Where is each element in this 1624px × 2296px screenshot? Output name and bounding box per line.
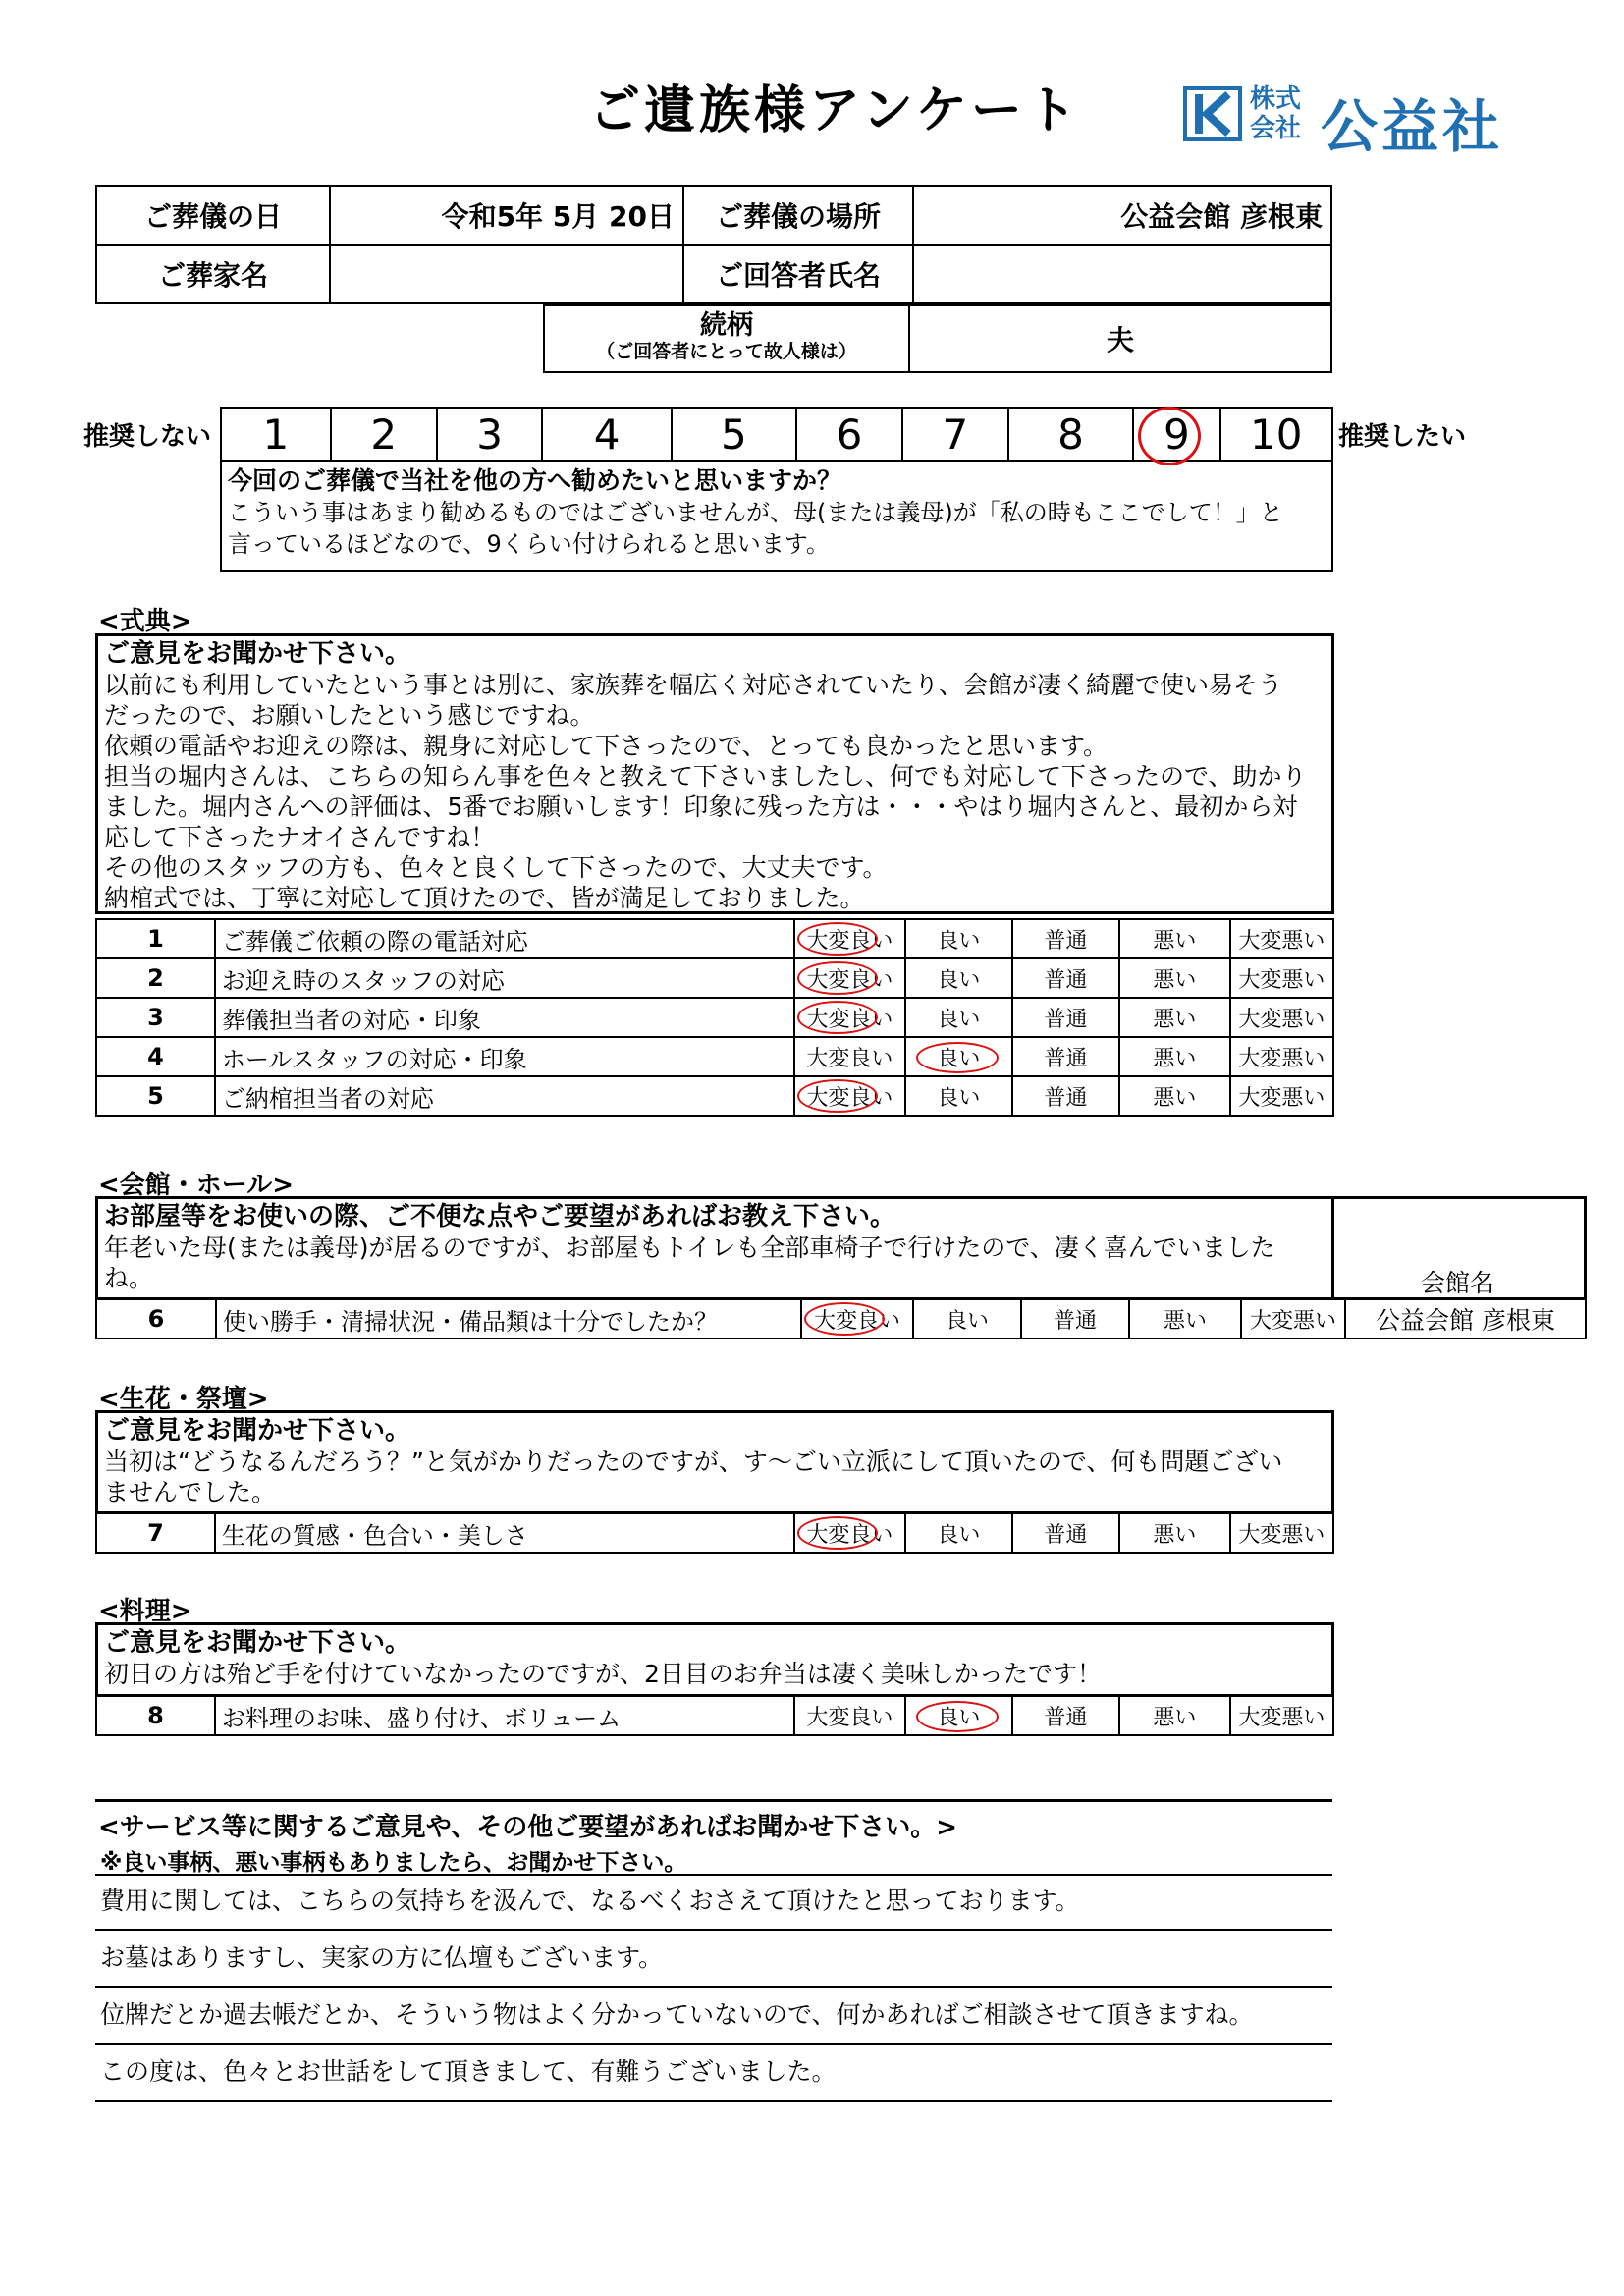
food-prompt: ご意見をお聞かせ下さい。 (104, 1628, 411, 1658)
rating-option-label: 良い (937, 967, 981, 993)
rating-option[interactable] (1012, 958, 1119, 998)
rating-option-label: 大変良い (806, 967, 893, 993)
scale-cell-6[interactable] (796, 408, 902, 461)
rating-option-label: 悪い (1153, 1007, 1197, 1032)
scale-cell-10[interactable] (1220, 408, 1332, 461)
rating-option-label: 普通 (1044, 1046, 1088, 1071)
rating-option[interactable] (905, 958, 1012, 998)
rating-option[interactable] (1119, 958, 1230, 998)
respondent-label: ご回答者氏名 (683, 245, 913, 303)
rating-option-label: 大変良い (806, 1046, 893, 1071)
scale-cell-1[interactable] (221, 408, 331, 461)
recommend-low-label: 推奨しない (83, 422, 212, 452)
rating-option-label: 良い (937, 1705, 981, 1730)
rating-row (96, 1299, 1586, 1339)
rating-option[interactable] (905, 1513, 1012, 1553)
food-rating-table (95, 1695, 1334, 1736)
rating-option[interactable] (794, 958, 905, 998)
rating-option-label: 大変悪い (1238, 928, 1326, 954)
hall-comment-box (95, 1196, 1334, 1300)
rating-option[interactable] (1119, 1513, 1230, 1553)
scale-number: 10 (1250, 410, 1303, 459)
service-comment-line: 費用に関しては、こちらの気持ちを汲んで、なるべくおさえて頂けたと思っております。 (100, 1886, 1080, 1915)
family-label: ご葬家名 (96, 245, 330, 303)
rating-number: 1 (96, 919, 215, 958)
rating-option-label: 大変悪い (1238, 1705, 1326, 1730)
ceremony-comment-line: 応して下さったナオイさんですね！ (104, 823, 496, 851)
scale-number: 5 (721, 410, 747, 459)
selected-circle-mark (797, 1079, 878, 1113)
rating-option[interactable] (1119, 919, 1230, 958)
place-value: 公益会館 彦根東 (913, 186, 1331, 245)
ceremony-rating-table (95, 918, 1334, 1117)
service-rule (95, 1874, 1332, 1876)
service-subtitle: ※良い事柄、悪い事柄もありましたら、お聞かせ下さい。 (100, 1850, 687, 1876)
flowers-comment-line: 当初は“どうなるんだろう？”と気がかりだったのですが、す～ごい立派にして頂いたので、何も問題ござい (104, 1448, 1283, 1476)
rating-option-label: 大変悪い (1238, 1046, 1326, 1071)
rating-item-label: ホールスタッフの対応・印象 (215, 1037, 794, 1076)
rating-item-label: お迎え時のスタッフの対応 (215, 958, 794, 998)
rating-option[interactable] (905, 1076, 1012, 1116)
scale-number: 9 (1163, 410, 1190, 459)
rating-option[interactable] (1119, 1076, 1230, 1116)
header-table (95, 185, 1332, 304)
rating-row (96, 1037, 1333, 1076)
company-logo (1183, 79, 1546, 160)
recommend-high-label: 推奨したい (1338, 422, 1467, 452)
rating-option-label: 悪い (1153, 1522, 1197, 1548)
scale-number: 2 (370, 410, 398, 459)
rating-option-label: 悪い (1153, 928, 1197, 954)
flowers-comment-box (95, 1410, 1334, 1514)
ceremony-comment-line: だったので、お願いしたという感じですね。 (104, 701, 595, 730)
rating-number: 8 (96, 1696, 215, 1735)
hall-name-box (1331, 1196, 1587, 1300)
family-value (330, 245, 683, 303)
rating-option-label: 良い (937, 1007, 981, 1032)
scale-number: 8 (1057, 410, 1084, 459)
rating-option[interactable] (1012, 919, 1119, 958)
rating-option-label: 悪い (1163, 1308, 1207, 1334)
hall-name-value: 公益会館 彦根東 (1345, 1299, 1586, 1339)
rating-option[interactable] (1241, 1299, 1345, 1339)
service-top-rule (95, 1799, 1332, 1802)
rating-row (96, 998, 1333, 1037)
rating-option[interactable] (1119, 1037, 1230, 1076)
recommend-question-cell (221, 461, 1332, 571)
rating-row (96, 1076, 1333, 1116)
rating-option[interactable] (913, 1299, 1021, 1339)
ceremony-title: <式典> (98, 607, 192, 636)
rating-option-label: 大変良い (806, 1705, 893, 1730)
recommend-answer-1: こういう事はあまり勧めるものではございませんが、母(または義母)が「私の時もここでして！」と (228, 499, 1283, 526)
rating-item-label: ご納棺担当者の対応 (215, 1076, 794, 1116)
ceremony-comment-line: 以前にも利用していたという事とは別に、家族葬を幅広く対応されていたり、会館が凄く綺麗で使い易そう (104, 671, 1283, 699)
recommend-question: 今回のご葬儀で当社を他の方へ勧めたいと思いますか？ (228, 466, 842, 495)
logo-small-bottom: 会社 (1250, 114, 1302, 143)
rating-option-label: 普通 (1044, 928, 1088, 954)
ceremony-comment (104, 670, 1326, 913)
service-comment-line: 位牌だとか過去帳だとか、そういう物はよく分かっていないので、何かあればご相談させて頂きますね。 (100, 2000, 1254, 2029)
hall-comment-line: 年老いた母(または義母)が居るのですが、お部屋もトイレも全部車椅子で行けたので、凄く喜んでいました (104, 1233, 1275, 1262)
rating-option[interactable] (1012, 1037, 1119, 1076)
scale-number: 7 (942, 410, 969, 459)
rating-option-label: 普通 (1044, 1705, 1088, 1730)
flowers-comment-line: ませんでした。 (104, 1478, 277, 1506)
rating-option[interactable] (794, 919, 905, 958)
company-logo-icon (1183, 84, 1242, 143)
rating-option-label: 良い (945, 1308, 989, 1334)
scale-number: 6 (836, 410, 863, 459)
rating-number: 3 (96, 998, 215, 1037)
rating-item-label: お料理のお味、盛り付け、ボリューム (215, 1696, 794, 1735)
scale-cell-3[interactable] (437, 408, 543, 461)
scale-cell-2[interactable] (331, 408, 437, 461)
rating-option-label: 大変良い (806, 1522, 893, 1548)
rating-option[interactable] (1119, 1696, 1230, 1735)
rating-option-label: 良い (937, 1085, 981, 1111)
rating-option[interactable] (1012, 998, 1119, 1037)
scale-cell-4[interactable] (542, 408, 671, 461)
rating-option[interactable] (794, 1076, 905, 1116)
scale-cell-8[interactable] (1008, 408, 1133, 461)
selected-circle-mark (916, 1701, 999, 1732)
rating-option[interactable] (794, 1696, 905, 1735)
rating-row (96, 958, 1333, 998)
rating-item-label: ご葬儀ご依頼の際の電話対応 (215, 919, 794, 958)
scale-cell-9[interactable] (1133, 408, 1219, 461)
rating-option-label: 悪い (1153, 967, 1197, 993)
rating-option-label: 普通 (1044, 967, 1088, 993)
rating-option[interactable] (1230, 1513, 1333, 1553)
logo-name: 公益社 (1321, 93, 1504, 160)
rating-option[interactable] (1230, 919, 1333, 958)
selected-circle-mark (797, 922, 878, 956)
rating-option[interactable] (1119, 998, 1230, 1037)
logo-small-top: 株式 (1250, 84, 1302, 114)
page-title: ご遺族様アンケート (589, 82, 1081, 140)
hall-rating-table (95, 1298, 1587, 1339)
rating-option-label: 悪い (1153, 1705, 1197, 1730)
selected-circle-mark (916, 1042, 999, 1073)
rating-option[interactable] (905, 919, 1012, 958)
selected-circle-mark (804, 1302, 885, 1336)
rating-option[interactable] (1230, 1076, 1333, 1116)
rating-option-label: 良い (937, 1522, 981, 1548)
rating-number: 2 (96, 958, 215, 998)
rating-row (96, 919, 1333, 958)
hall-name-label: 会館名 (1420, 1269, 1494, 1297)
rating-option-label: 大変悪い (1249, 1308, 1336, 1334)
rating-option-label: 悪い (1153, 1046, 1197, 1071)
rating-option[interactable] (794, 1513, 905, 1553)
rating-row (96, 1513, 1333, 1553)
rating-option[interactable] (1012, 1513, 1119, 1553)
rating-item-label: 葬儀担当者の対応・印象 (215, 998, 794, 1037)
rating-option-label: 普通 (1044, 1085, 1088, 1111)
hall-comment-line: ね。 (104, 1264, 154, 1292)
selected-circle-mark (1138, 407, 1201, 465)
rating-number: 6 (96, 1299, 216, 1339)
scale-number: 1 (262, 410, 290, 459)
rating-number: 5 (96, 1076, 215, 1116)
rating-item-label: 生花の質感・色合い・美しさ (215, 1513, 794, 1553)
relation-label: 続柄 (700, 310, 753, 341)
ceremony-comment-line: ました。堀内さんへの評価は、5番でお願いします！印象に残った方は・・・やはり堀内さんと、最初から対 (104, 793, 1298, 821)
place-label: ご葬儀の場所 (683, 186, 913, 245)
rating-option-label: 大変良い (806, 1085, 893, 1111)
rating-option-label: 良い (937, 1046, 981, 1071)
selected-circle-mark (797, 1516, 878, 1550)
service-comment-line: この度は、色々とお世話をして頂きまして、有難うございました。 (100, 2057, 837, 2086)
date-label: ご葬儀の日 (96, 186, 330, 245)
service-title: <サービス等に関するご意見や、その他ご要望があればお聞かせ下さい。> (98, 1813, 958, 1842)
rating-option-label: 悪い (1153, 1085, 1197, 1111)
food-comment (104, 1659, 1326, 1689)
ceremony-comment-line: その他のスタッフの方も、色々と良くして下さったので、大丈夫です。 (104, 853, 888, 882)
rating-option[interactable] (1012, 1696, 1119, 1735)
recommend-answer-2: 言っているほどなので、9くらい付けられると思います。 (228, 530, 830, 558)
scale-number: 4 (593, 410, 621, 459)
rating-option-label: 大変悪い (1238, 1522, 1326, 1548)
rating-option-label: 大変良い (813, 1308, 900, 1334)
rating-option-label: 普通 (1053, 1308, 1097, 1334)
ceremony-prompt: ご意見をお聞かせ下さい。 (104, 639, 411, 669)
service-rule (95, 2043, 1332, 2045)
hall-prompt: お部屋等をお使いの際、ご不便な点やご要望があればお教え下さい。 (104, 1202, 896, 1231)
rating-option[interactable] (801, 1299, 913, 1339)
rating-option[interactable] (1230, 1696, 1333, 1735)
service-rule (95, 1986, 1332, 1988)
selected-circle-mark (797, 961, 878, 995)
food-comment-box (95, 1622, 1334, 1697)
rating-option-label: 大変良い (806, 1007, 893, 1032)
rating-option-label: 大変悪い (1238, 1085, 1326, 1111)
relation-table (543, 304, 1332, 373)
ceremony-comment-line: 納棺式では、丁寧に対応して頂けたので、皆が満足しておりました。 (104, 884, 865, 912)
rating-option[interactable] (1129, 1299, 1241, 1339)
respondent-value (913, 245, 1331, 303)
rating-option[interactable] (1230, 998, 1333, 1037)
food-title: <料理> (98, 1597, 192, 1626)
service-rule (95, 2100, 1332, 2102)
hall-title: <会館・ホール> (98, 1171, 295, 1200)
rating-option-label: 大変悪い (1238, 967, 1326, 993)
rating-option[interactable] (1230, 958, 1333, 998)
service-comment-line: お墓はありますし、実家の方に仏壇もございます。 (100, 1943, 664, 1972)
rating-row (96, 1696, 1333, 1735)
rating-option-label: 大変良い (806, 928, 893, 954)
rating-option-label: 大変悪い (1238, 1007, 1326, 1032)
rating-option-label: 普通 (1044, 1007, 1088, 1032)
ceremony-comment-line: 依頼の電話やお迎えの際は、親身に対応して下さったので、とっても良かったと思います。 (104, 732, 1109, 760)
food-comment-line: 初日の方は殆ど手を付けていなかったのですが、2日目のお弁当は凄く美味しかったです！ (104, 1660, 1102, 1688)
scale-cell-7[interactable] (902, 408, 1008, 461)
recommend-scale (220, 407, 1333, 572)
rating-option[interactable] (1021, 1299, 1129, 1339)
scale-number: 3 (476, 410, 503, 459)
rating-option[interactable] (794, 1037, 905, 1076)
rating-option-label: 良い (937, 928, 981, 954)
rating-option[interactable] (905, 1037, 1012, 1076)
flowers-rating-table (95, 1512, 1334, 1554)
hall-comment (104, 1232, 1326, 1293)
ceremony-comment-box (95, 633, 1334, 914)
rating-number: 4 (96, 1037, 215, 1076)
relation-value: 夫 (909, 305, 1331, 372)
flowers-comment (104, 1447, 1326, 1507)
service-rule (95, 1929, 1332, 1931)
rating-option[interactable] (1230, 1037, 1333, 1076)
rating-option[interactable] (905, 998, 1012, 1037)
rating-option[interactable] (1012, 1076, 1119, 1116)
date-value: 令和5年 5月 20日 (330, 186, 683, 245)
scale-cell-5[interactable] (672, 408, 796, 461)
flowers-prompt: ご意見をお聞かせ下さい。 (104, 1416, 411, 1446)
flowers-title: <生花・祭壇> (98, 1385, 269, 1414)
rating-option-label: 普通 (1044, 1522, 1088, 1548)
relation-sub-label: （ご回答者にとって故人様は） (596, 341, 857, 362)
rating-option[interactable] (905, 1696, 1012, 1735)
selected-circle-mark (797, 1001, 878, 1034)
rating-number: 7 (96, 1513, 215, 1553)
rating-option[interactable] (794, 998, 905, 1037)
rating-item-label: 使い勝手・清掃状況・備品類は十分でしたか？ (216, 1299, 801, 1339)
ceremony-comment-line: 担当の堀内さんは、こちらの知らん事を色々と教えて下さいましたし、何でも対応して下さったので、助かり (104, 762, 1307, 791)
